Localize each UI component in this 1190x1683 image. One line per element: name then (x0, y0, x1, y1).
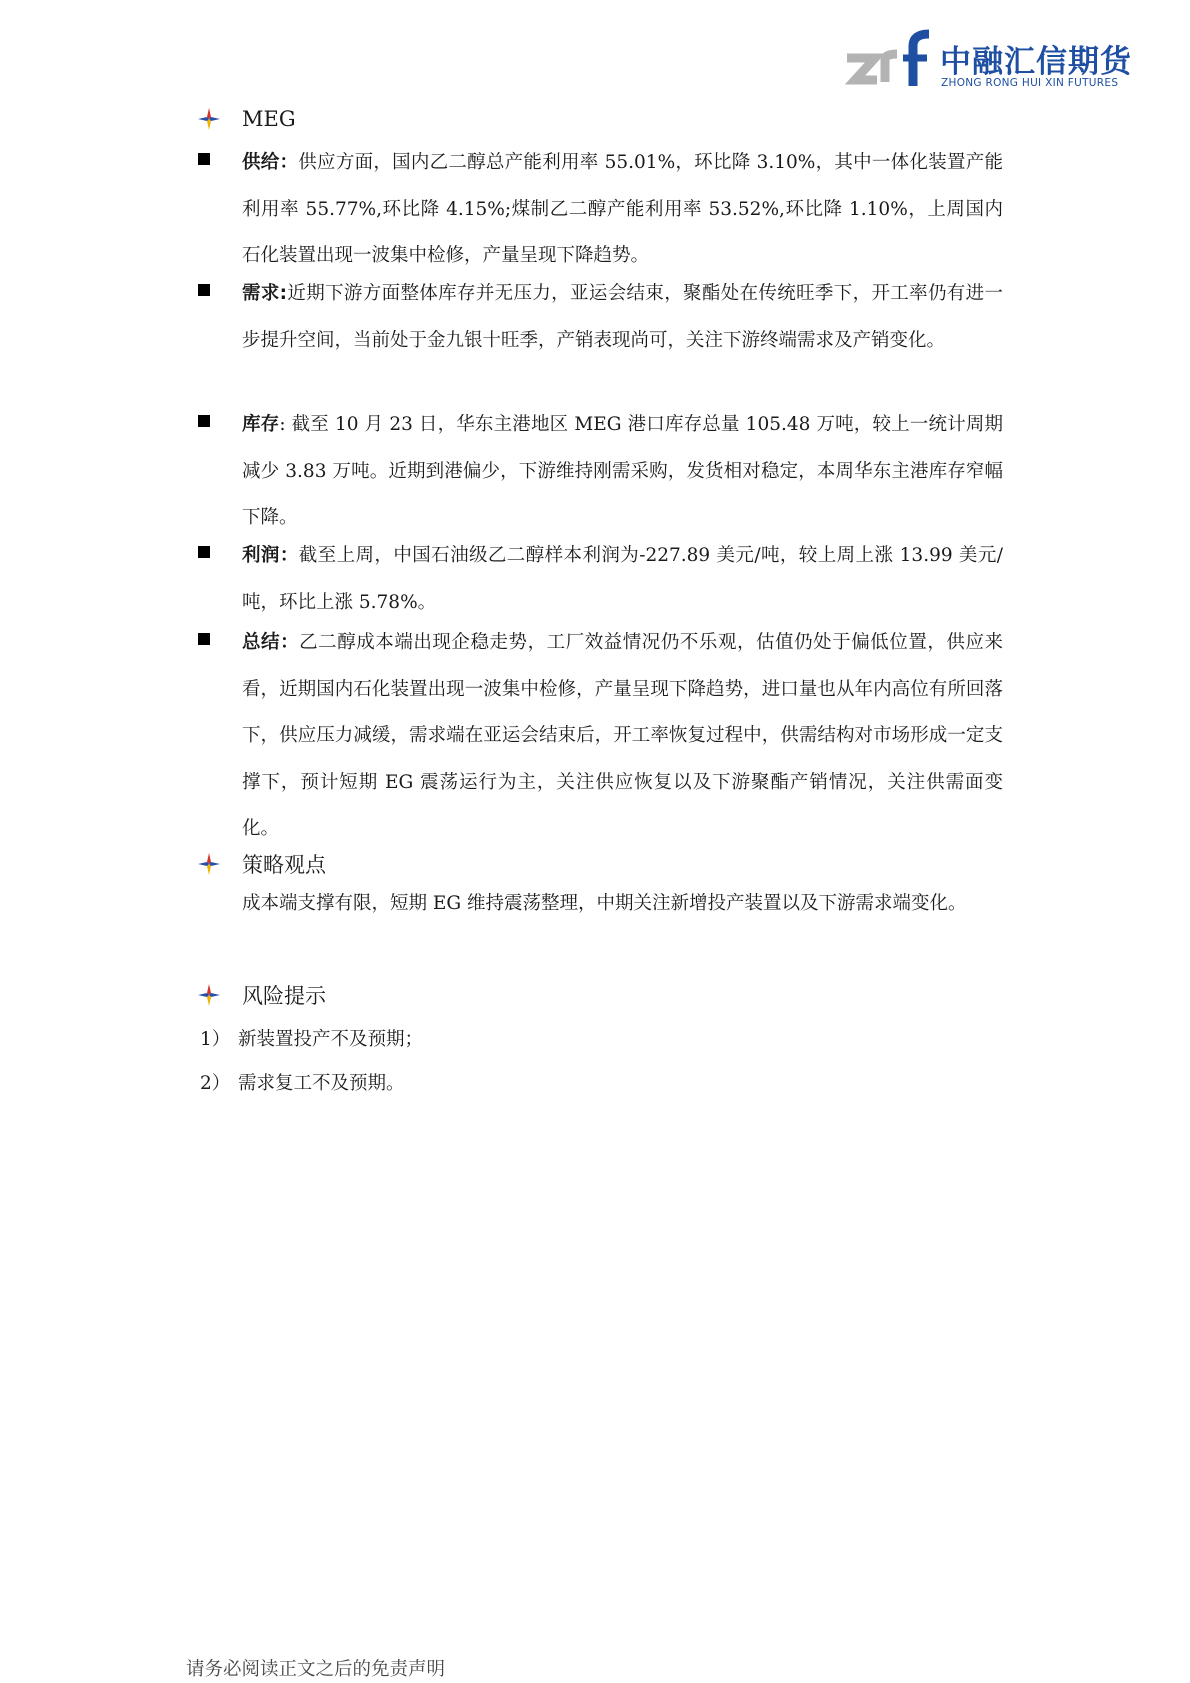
section-title: MEG (242, 107, 296, 131)
bullet-summary (198, 620, 1003, 853)
bullet-text: : 截至 10 月 23 日，华东主港地区 MEG 港口库存总量 105.48 万吨，较上一统计周期减少 3.83 万吨。近期到港偏少，下游维持刚需采购，发货相对稳定，本周华东主港库存窄幅下降。 (242, 414, 1003, 528)
bullet-label: 库存 (242, 414, 280, 435)
paragraph (242, 620, 1003, 853)
paragraph (242, 271, 1003, 364)
bullet-supply (198, 140, 1003, 280)
bullet-inventory (198, 402, 1003, 542)
section-heading-strategy (198, 849, 326, 879)
list-item (200, 1025, 423, 1051)
disclaimer-footer: 请务必阅读正文之后的免责声明 (186, 1659, 446, 1680)
logo-company-name-en: ZHONG RONG HUI XIN FUTURES (941, 77, 1119, 89)
star-bullet-icon (198, 984, 220, 1006)
section-heading-risk (198, 980, 326, 1010)
bullet-demand (198, 271, 1003, 364)
paragraph (242, 140, 1003, 280)
list-item-number: 1） (200, 1029, 231, 1050)
bullet-label: 供给： (242, 152, 299, 173)
section-heading-meg (198, 107, 296, 131)
paragraph (242, 402, 1003, 542)
square-bullet-icon (198, 284, 210, 296)
list-item-text: 新装置投产不及预期； (238, 1029, 424, 1050)
strategy-paragraph: 成本端支撑有限，短期 EG 维持震荡整理，中期关注新增投产装置以及下游需求端变化。 (242, 893, 967, 914)
bullet-label: 需求: (242, 283, 288, 304)
star-bullet-icon (198, 853, 220, 875)
list-item-text: 需求复工不及预期。 (238, 1073, 405, 1094)
bullet-label: 利润： (242, 545, 299, 566)
company-logo (845, 28, 1132, 90)
bullet-profit (198, 533, 1003, 626)
square-bullet-icon (198, 546, 210, 558)
bullet-text: 供应方面，国内乙二醇总产能利用率 55.01%，环比降 3.10%，其中一体化装置产能利用率 55.77%,环比降 4.15%;煤制乙二醇产能利用率 53.52%,环比降 1.10%，上周国内石化装置出现一波集中检修，产量呈现下降趋势。 (242, 152, 1003, 266)
list-item (200, 1069, 405, 1095)
section-title: 风险提示 (242, 984, 326, 1008)
star-bullet-icon (198, 108, 220, 130)
logo-company-name: 中融汇信期货 (940, 44, 1132, 80)
bullet-text: 乙二醇成本端出现企稳走势，工厂效益情况仍不乐观，估值仍处于偏低位置，供应来看，近期国内石化装置出现一波集中检修，产量呈现下降趋势，进口量也从年内高位有所回落下，供应压力减缓，需求端在亚运会结束后，开工率恢复过程中，供需结构对市场形成一定支撑下，预计短期 EG 震荡运行为主，关注供应恢复以及下游聚酯产销情况，关注供需面变化。 (242, 632, 1003, 839)
bullet-text: 近期下游方面整体库存并无压力，亚运会结束，聚酯处在传统旺季下，开工率仍有进一步提升空间，当前处于金九银十旺季，产销表现尚可，关注下游终端需求及产销变化。 (242, 283, 1003, 351)
section-title: 策略观点 (242, 853, 326, 877)
square-bullet-icon (198, 415, 210, 427)
paragraph (242, 533, 1003, 626)
logo-mark-icon (845, 28, 935, 90)
list-item-number: 2） (200, 1073, 231, 1094)
square-bullet-icon (198, 633, 210, 645)
bullet-text: 截至上周，中国石油级乙二醇样本利润为-227.89 美元/吨，较上周上涨 13.99 美元/吨，环比上涨 5.78%。 (242, 545, 1003, 613)
square-bullet-icon (198, 153, 210, 165)
bullet-label: 总结： (242, 632, 300, 653)
